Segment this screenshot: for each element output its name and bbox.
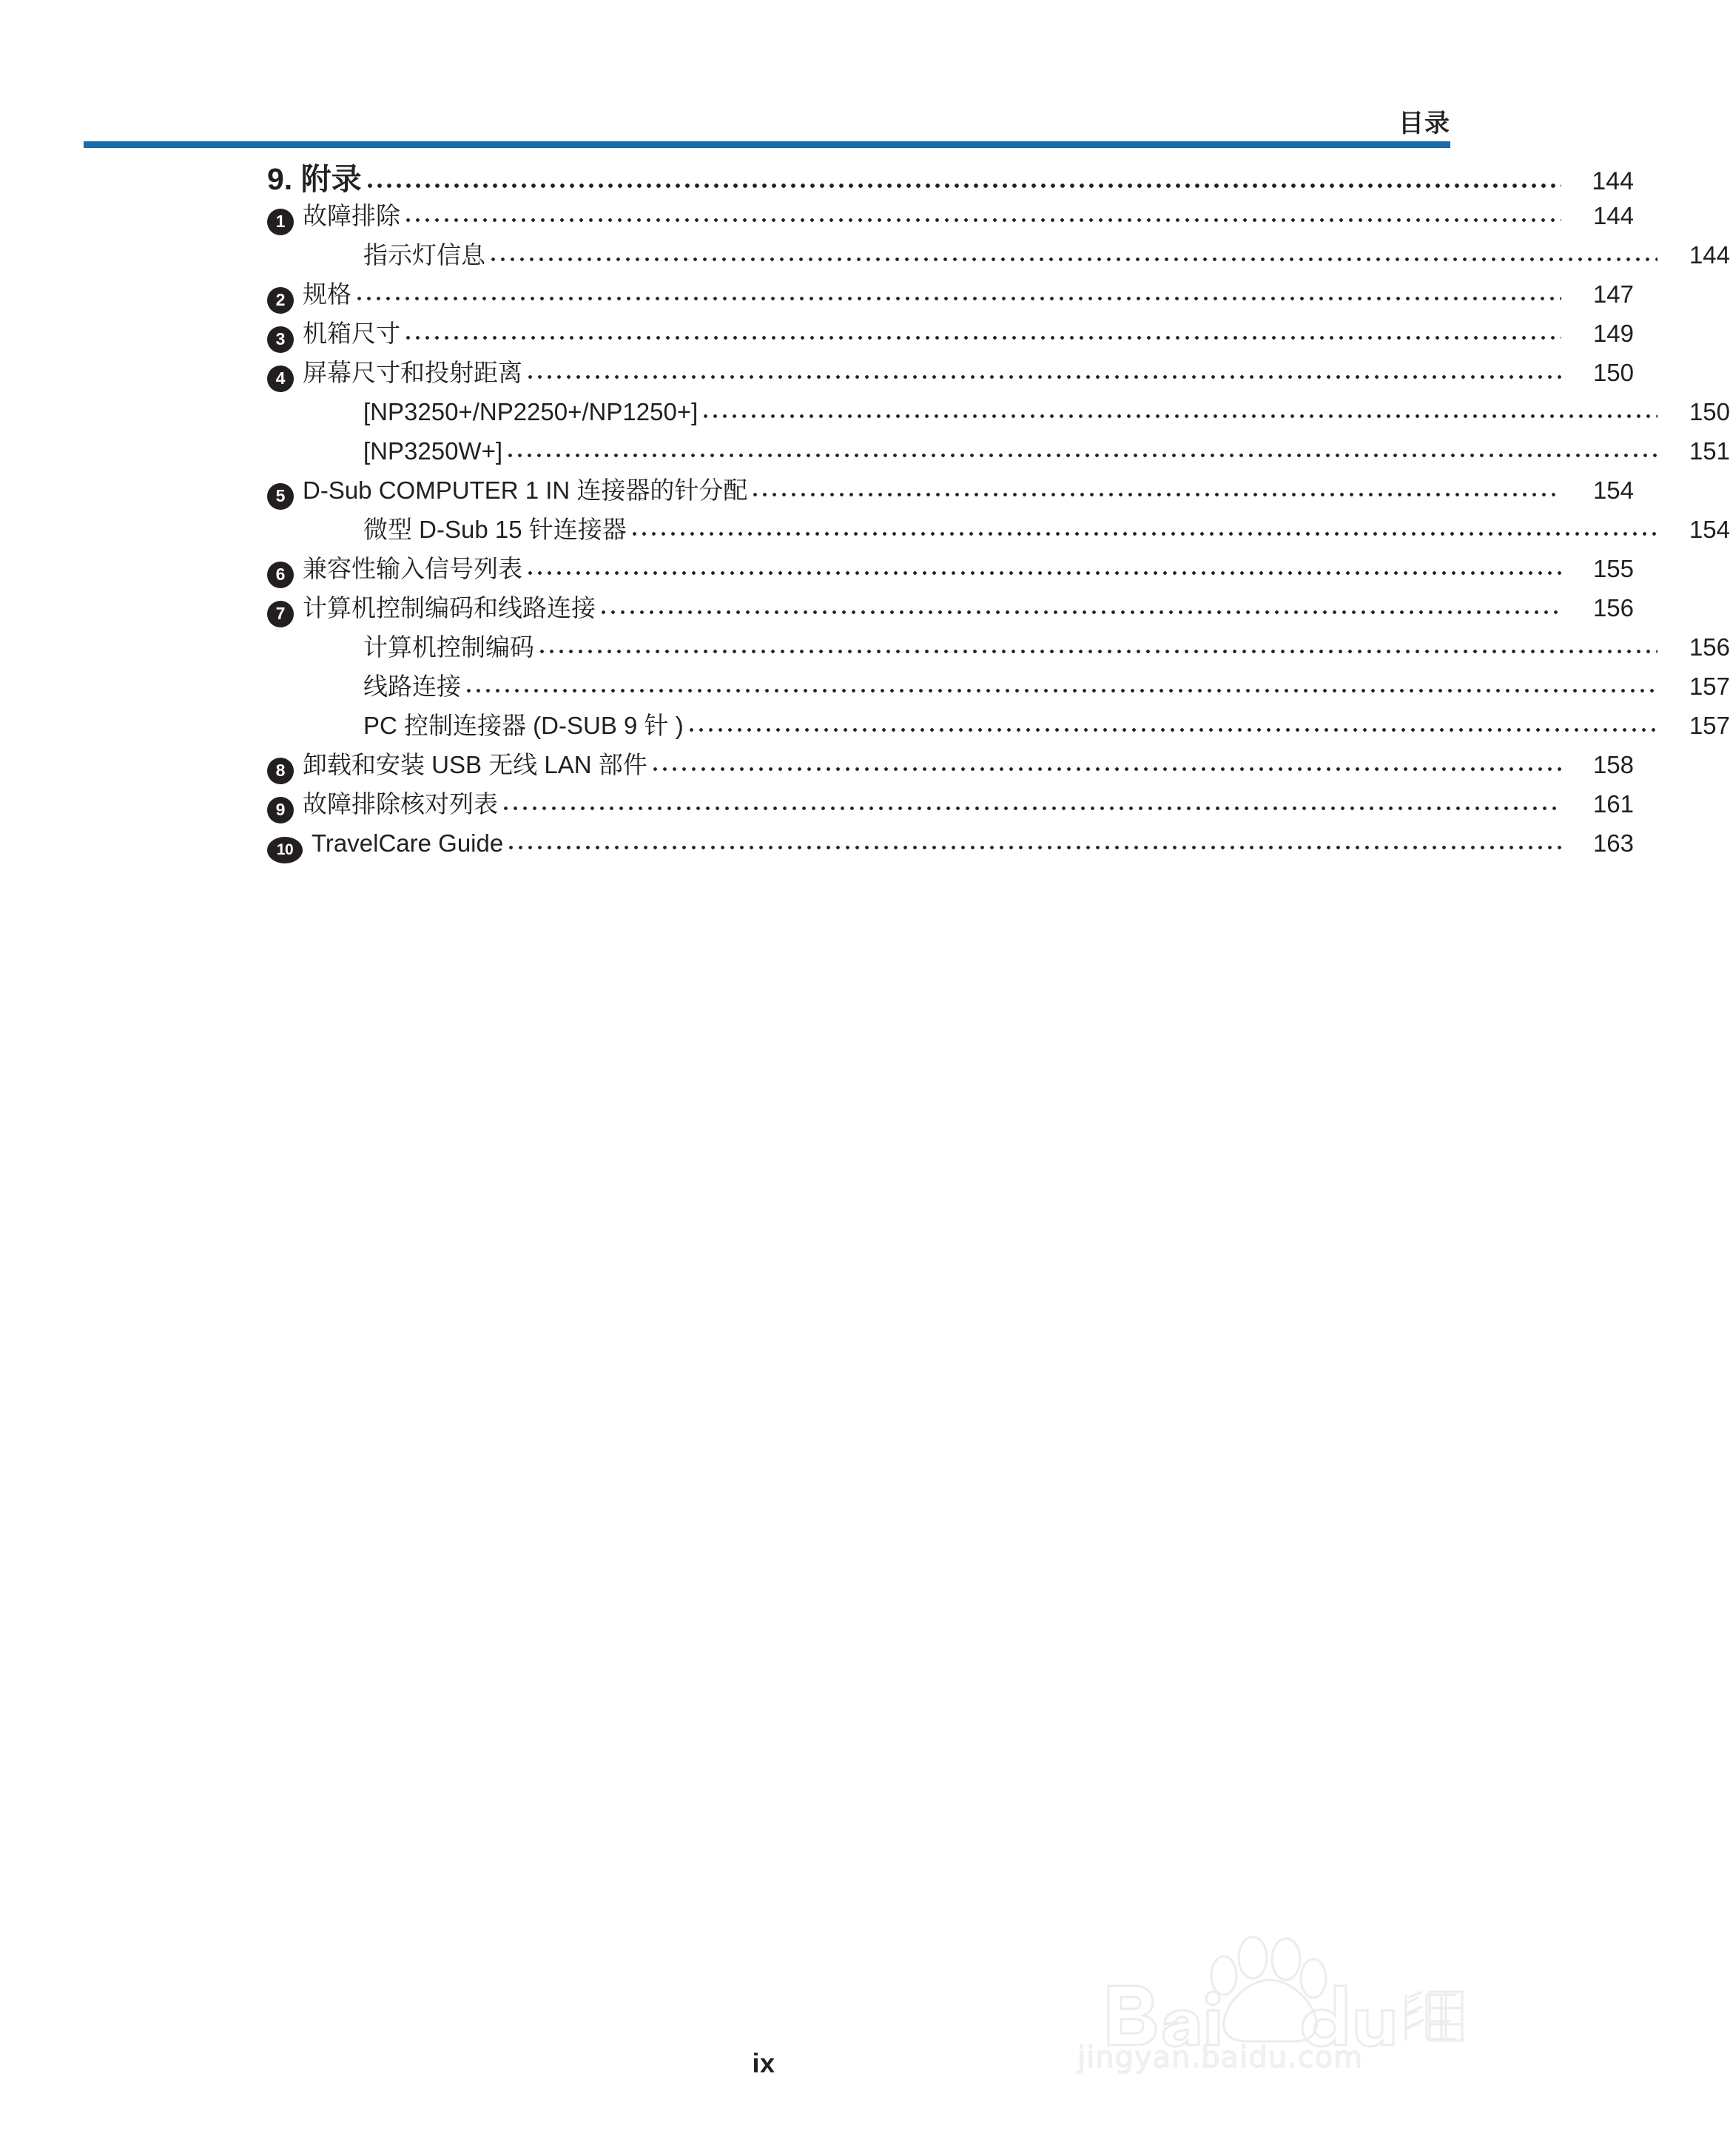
toc-dot-leader <box>406 212 1561 224</box>
toc-entry-page-number: 144 <box>1689 241 1730 269</box>
toc-entry-number-badge: 6 <box>267 562 294 588</box>
toc-entry-number-badge: 4 <box>267 365 294 392</box>
toc-dot-leader <box>504 801 1561 812</box>
toc-dot-leader <box>491 252 1657 263</box>
toc-entry-label: 屏幕尺寸和投射距离 <box>303 359 522 386</box>
toc-entry[interactable] <box>84 792 1634 831</box>
toc-entry-number-badge: 2 <box>267 287 294 314</box>
toc-entry[interactable] <box>84 321 1634 360</box>
toc-entry-label: 规格 <box>303 280 351 308</box>
toc-entry-label: 故障排除 <box>303 202 400 229</box>
toc-dot-leader <box>467 683 1657 695</box>
toc-entry-page-number: 157 <box>1689 673 1730 700</box>
page-footer <box>0 2048 1527 2079</box>
toc-entry-page-number: 150 <box>1592 359 1634 386</box>
toc-entry-page-number: 158 <box>1592 751 1634 778</box>
toc-dot-leader <box>633 526 1657 538</box>
toc-entry-page-number: 144 <box>1592 202 1634 229</box>
folio-number: ix <box>752 2048 775 2078</box>
toc-entry[interactable] <box>84 517 1730 556</box>
toc-entry-page-number: 157 <box>1689 712 1730 739</box>
toc-entry-page-number: 154 <box>1689 516 1730 543</box>
toc-entry-page-number: 154 <box>1592 476 1634 504</box>
toc-entry-page-number: 161 <box>1592 790 1634 818</box>
toc-entry[interactable] <box>84 635 1730 674</box>
toc-entry-page-number: 149 <box>1592 320 1634 347</box>
toc-entry-number-badge: 8 <box>267 758 294 784</box>
toc-entry-label: 指示灯信息 <box>363 241 485 269</box>
toc-entry[interactable] <box>84 439 1730 478</box>
toc-entry[interactable] <box>84 556 1634 596</box>
toc-dot-leader <box>704 408 1657 420</box>
toc-entry-page-number: 144 <box>1592 167 1634 195</box>
toc-dot-leader <box>653 761 1561 773</box>
toc-entry-number-badge: 5 <box>267 483 294 510</box>
toc-entry-number-badge: 7 <box>267 601 294 627</box>
toc-entry-page-number: 156 <box>1689 633 1730 661</box>
toc-entry-label: 计算机控制编码 <box>363 633 534 661</box>
toc-entry[interactable] <box>84 831 1634 870</box>
toc-entry-page-number: 155 <box>1592 555 1634 582</box>
toc-entry[interactable] <box>84 713 1730 752</box>
toc-entry[interactable] <box>84 360 1634 400</box>
watermark-url: jingyan.baidu.com <box>1077 2041 1364 2075</box>
toc-entry-label: 卸载和安装 USB 无线 LAN 部件 <box>303 751 647 778</box>
toc-entry-number-badge: 9 <box>267 797 294 823</box>
toc-entry-label: 微型 D-Sub 15 针连接器 <box>363 516 627 543</box>
page-title: 目录 <box>1399 110 1450 138</box>
toc-entry-label: TravelCare Guide <box>312 829 504 857</box>
toc-entry[interactable] <box>84 243 1730 282</box>
toc-entry-label: PC 控制连接器 (D-SUB 9 针 ) <box>363 712 684 739</box>
toc-entry-label: 计算机控制编码和线路连接 <box>303 594 596 621</box>
toc-entry[interactable] <box>84 596 1634 635</box>
header-rule <box>84 141 1450 148</box>
toc-entry-page-number: 151 <box>1689 437 1730 465</box>
toc-entry[interactable] <box>84 282 1634 321</box>
toc-dot-leader <box>406 330 1561 342</box>
toc-entry-label: 兼容性输入信号列表 <box>303 555 522 582</box>
toc-dot-leader <box>528 369 1561 381</box>
toc-dot-leader <box>509 840 1561 852</box>
toc-entry[interactable] <box>84 400 1730 439</box>
toc-dot-leader <box>508 448 1657 459</box>
toc-entry[interactable] <box>84 164 1634 203</box>
toc-entry-page-number: 163 <box>1592 829 1634 857</box>
toc-entry-number-badge: 1 <box>267 209 294 235</box>
toc-entry-number-badge: 3 <box>267 326 294 353</box>
toc-entry-label: 9. 附录 <box>267 162 362 196</box>
toc-entry-page-number: 150 <box>1689 398 1730 425</box>
toc-entry-label: 故障排除核对列表 <box>303 790 498 818</box>
toc-entry[interactable] <box>84 203 1634 243</box>
toc-entry-page-number: 156 <box>1592 594 1634 621</box>
toc-dot-leader <box>528 565 1561 577</box>
toc-entry-number-badge: 10 <box>267 837 303 863</box>
table-of-contents <box>84 162 1730 870</box>
page-header <box>84 74 1450 148</box>
toc-dot-leader <box>357 291 1561 303</box>
toc-dot-leader <box>540 644 1657 656</box>
toc-entry[interactable] <box>84 674 1730 713</box>
toc-entry-label: 线路连接 <box>363 673 461 700</box>
toc-dot-leader <box>602 604 1561 616</box>
toc-entry-label: 机箱尺寸 <box>303 320 400 347</box>
toc-entry-label: [NP3250+/NP2250+/NP1250+] <box>363 398 699 425</box>
toc-entry-page-number: 147 <box>1592 280 1634 308</box>
toc-dot-leader <box>753 487 1561 499</box>
toc-entry-label: D-Sub COMPUTER 1 IN 连接器的针分配 <box>303 476 748 504</box>
toc-dot-leader <box>690 722 1657 734</box>
toc-entry-label: [NP3250W+] <box>363 437 503 465</box>
baidu-logo-icon <box>1071 1921 1464 2046</box>
toc-dot-leader <box>368 178 1561 189</box>
toc-entry[interactable] <box>84 478 1634 517</box>
toc-entry[interactable] <box>84 752 1634 792</box>
